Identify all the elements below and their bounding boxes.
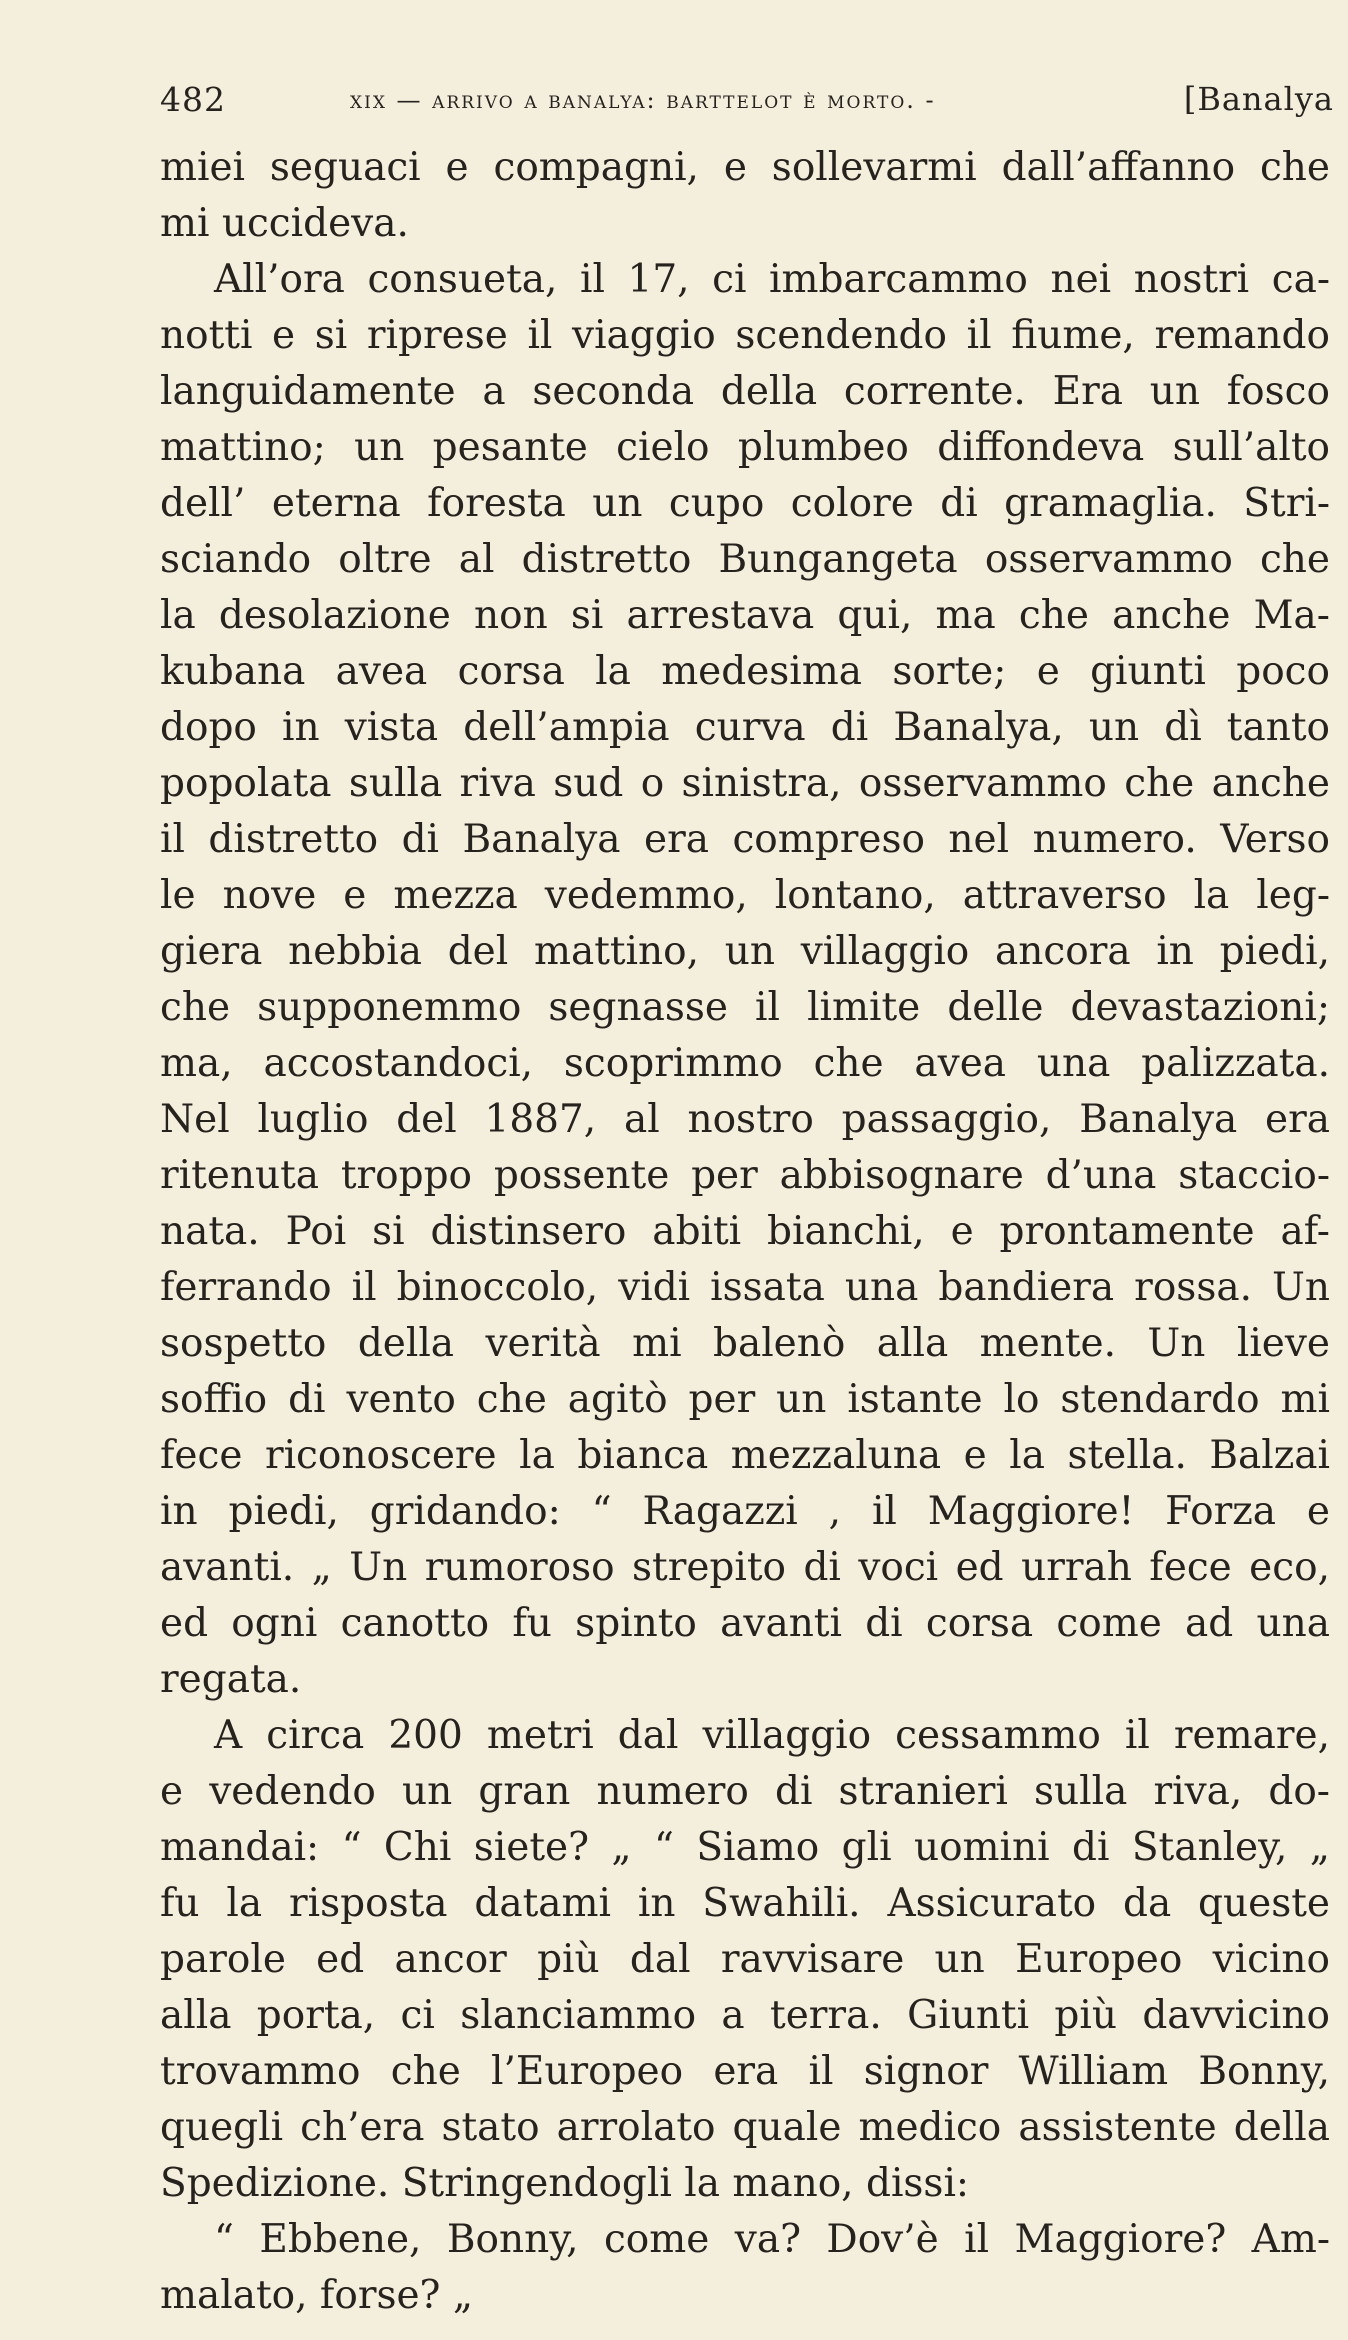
text-line: malato, forse? „	[160, 2273, 474, 2318]
text-line: languidamente a seconda della corrente. Era un fosco	[160, 369, 1330, 414]
text-line: popolata sulla riva sud o sinistra, osservammo che anche	[160, 761, 1330, 806]
text-line: kubana avea corsa la medesima sorte; e giunti poco	[160, 649, 1330, 694]
text-line: ritenuta troppo possente per abbisognare d’una staccio-	[160, 1153, 1330, 1198]
text-line: A circa 200 metri dal villaggio cessammo il remare,	[214, 1713, 1330, 1758]
text-line: la desolazione non si arrestava qui, ma che anche Ma-	[160, 593, 1330, 638]
text-line: ed ogni canotto fu spinto avanti di corsa come ad una	[160, 1601, 1330, 1646]
text-line: soffio di vento che agitò per un istante lo stendardo mi	[160, 1377, 1330, 1422]
text-line: trovammo che l’Europeo era il signor William Bonny,	[160, 2049, 1330, 2094]
text-line: e vedendo un gran numero di stranieri sulla riva, do-	[160, 1769, 1330, 1814]
text-line: quegli ch’era stato arrolato quale medico assistente della	[160, 2105, 1330, 2150]
text-line: avanti. „ Un rumoroso strepito di voci ed urrah fece eco,	[160, 1545, 1330, 1590]
text-line: mattino; un pesante cielo plumbeo diffondeva sull’alto	[160, 425, 1330, 470]
running-title: xix — arrivo a banalya: barttelot è morto. -	[350, 86, 936, 114]
text-line: che supponemmo segnasse il limite delle devastazioni;	[160, 985, 1330, 1030]
text-line: miei seguaci e compagni, e sollevarmi dall’affanno che	[160, 145, 1330, 190]
text-line: in piedi, gridando: “ Ragazzi , il Maggiore! Forza e	[160, 1489, 1330, 1534]
text-line: ferrando il binoccolo, vidi issata una bandiera rossa. Un	[160, 1265, 1330, 1310]
text-line: Spedizione. Stringendogli la mano, dissi:	[160, 2161, 970, 2206]
text-line: sciando oltre al distretto Bungangeta osservammo che	[160, 537, 1330, 582]
text-line: fece riconoscere la bianca mezzaluna e la stella. Balzai	[160, 1433, 1330, 1478]
body-text	[160, 140, 1330, 2324]
text-line: parole ed ancor più dal ravvisare un Europeo vicino	[160, 1937, 1330, 1982]
text-line: fu la risposta datami in Swahili. Assicurato da queste	[160, 1881, 1330, 1926]
page-header	[160, 72, 1340, 132]
text-line: dopo in vista dell’ampia curva di Banalya, un dì tanto	[160, 705, 1330, 750]
text-line: nata. Poi si distinsero abiti bianchi, e prontamente af-	[160, 1209, 1330, 1254]
page-number: 482	[160, 80, 226, 119]
text-line: mi uccideva.	[160, 201, 409, 246]
text-line: alla porta, ci slanciammo a terra. Giunti più davvicino	[160, 1993, 1330, 2038]
text-line: All’ora consueta, il 17, ci imbarcammo nei nostri ca-	[214, 257, 1330, 302]
text-line: “ Ebbene, Bonny, come va? Dov’è il Maggiore? Am-	[214, 2217, 1330, 2262]
text-line: Nel luglio del 1887, al nostro passaggio, Banalya era	[160, 1097, 1330, 1142]
text-line: giera nebbia del mattino, un villaggio ancora in piedi,	[160, 929, 1330, 974]
text-line: notti e si riprese il viaggio scendendo il fiume, remando	[160, 313, 1330, 358]
text-line: sospetto della verità mi balenò alla mente. Un lieve	[160, 1321, 1330, 1366]
text-line: le nove e mezza vedemmo, lontano, attraverso la leg-	[160, 873, 1330, 918]
text-line: dell’ eterna foresta un cupo colore di gramaglia. Stri-	[160, 481, 1330, 526]
text-line: ma, accostandoci, scoprimmo che avea una palizzata.	[160, 1041, 1330, 1086]
text-line: mandai: “ Chi siete? „ “ Siamo gli uomini di Stanley, „	[160, 1825, 1330, 1870]
text-line: regata.	[160, 1657, 302, 1702]
place-marker: [Banalya	[1183, 80, 1334, 118]
text-line: il distretto di Banalya era compreso nel numero. Verso	[160, 817, 1330, 862]
